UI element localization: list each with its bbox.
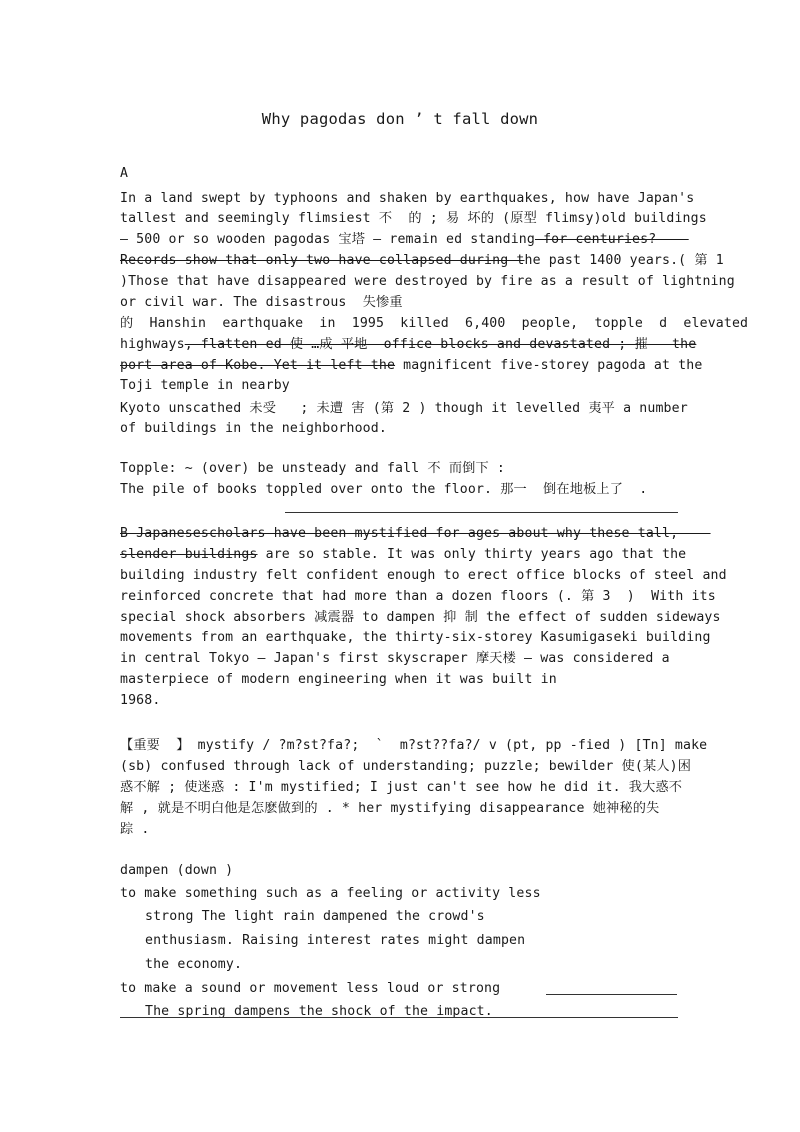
section-a-line: Kyoto unscathed 未受 ; 未遭 害 (第 2 ) though it levelled 夷平 a number [120,401,688,416]
mystify-entry-line: 惑不解 ; 使迷惑 : I'm mystified; I just can't see how he did it. 我大惑不 [120,780,683,795]
dampen-headword: dampen (down ) [120,863,234,878]
section-a-line: 的 Hanshin earthquake in 1995 killed 6,400 people, topple d elevated [120,316,749,331]
section-b-line: 1968. [120,693,161,708]
section-a-text: highways [120,337,185,352]
section-a-text: — 500 or so wooden pagodas 宝塔 — remain ed standing [120,232,535,247]
section-b-line [120,525,711,543]
struck-text: port area of Kobe. Yet it left the [120,358,396,373]
section-a-line: of buildings in the neighborhood. [120,421,387,436]
section-b-line: special shock absorbers 减震器 to dampen 抑 制 the effect of sudden sideways [120,610,721,625]
dampen-definition: to make a sound or movement less loud or strong [120,981,501,996]
section-b-line [120,546,686,564]
topple-note-line: Topple: ~ (over) be unsteady and fall 不 而倒下 : [120,461,506,476]
section-a-line: tallest and seemingly flimsiest 不 的 ; 易 坏的 (原型 flimsy)old buildings [120,211,707,226]
section-a-line [120,231,689,249]
struck-text: Records show that only two have collapsed during t [120,253,525,268]
topple-note-line: The pile of books toppled over onto the floor. 那一 倒在地板上了 . [120,482,648,497]
struck-text: , flatten ed 使 …成 平地 office blocks and devastated ; 摧 the [184,337,697,352]
dampen-example: the economy. [145,957,243,972]
dampen-example: strong The light rain dampened the crowd's [145,909,485,924]
struck-text: for centuries? [534,232,689,247]
section-a-line [120,336,696,354]
section-b-line: building industry felt confident enough to erect office blocks of steel and [120,568,727,583]
mystify-entry-line: (sb) confused through lack of understanding; puzzle; bewilder 使(某人)困 [120,759,692,774]
section-b-line: movements from an earthquake, the thirty-six-storey Kasumigaseki building [120,630,711,645]
section-a-line [120,252,724,270]
section-b-line: masterpiece of modern engineering when it was built in [120,672,557,687]
section-a-line: In a land swept by typhoons and shaken by earthquakes, how have Japan's [120,191,695,206]
section-a-text: magnificent five-storey pagoda at the [395,358,703,373]
section-b-line: reinforced concrete that had more than a dozen floors (. 第 3 ) With its [120,589,716,604]
mystify-entry-line: 解 , 就是不明白他是怎麽做到的 . * her mystifying disappearance 她神秘的失 [120,801,660,816]
dampen-example: The spring dampens the shock of the impact. [145,1004,493,1019]
mystify-entry-line: 踪 . [120,822,150,837]
section-a-heading: A [120,166,129,181]
mystify-entry-line: 【重要 】 mystify / ?m?st?fa?; ` m?st??fa?/ v (pt, pp -fied ) [Tn] make [120,738,708,753]
divider-line [546,994,677,995]
section-a-line: or civil war. The disastrous 失惨重 [120,295,403,310]
divider-line [120,1017,678,1018]
section-a-line [120,357,702,375]
struck-text: B Japanesescholars have been mystified for ages about why these tall, [120,526,711,541]
section-a-line: )Those that have disappeared were destroyed by fire as a result of lightning [120,274,735,289]
section-a-line: Toji temple in nearby [120,378,290,393]
divider-line [285,512,678,513]
section-b-text: are so stable. It was only thirty years ago that the [257,547,687,562]
struck-text: slender buildings [120,547,258,562]
dampen-definition: to make something such as a feeling or activity less [120,886,541,901]
page-title: Why pagodas don ’ t fall down [261,110,539,128]
section-a-text: he past 1400 years.( 第 1 [524,253,724,268]
section-b-line: in central Tokyo — Japan's first skyscraper 摩天楼 — was considered a [120,651,670,666]
dampen-example: enthusiasm. Raising interest rates might dampen [145,933,526,948]
